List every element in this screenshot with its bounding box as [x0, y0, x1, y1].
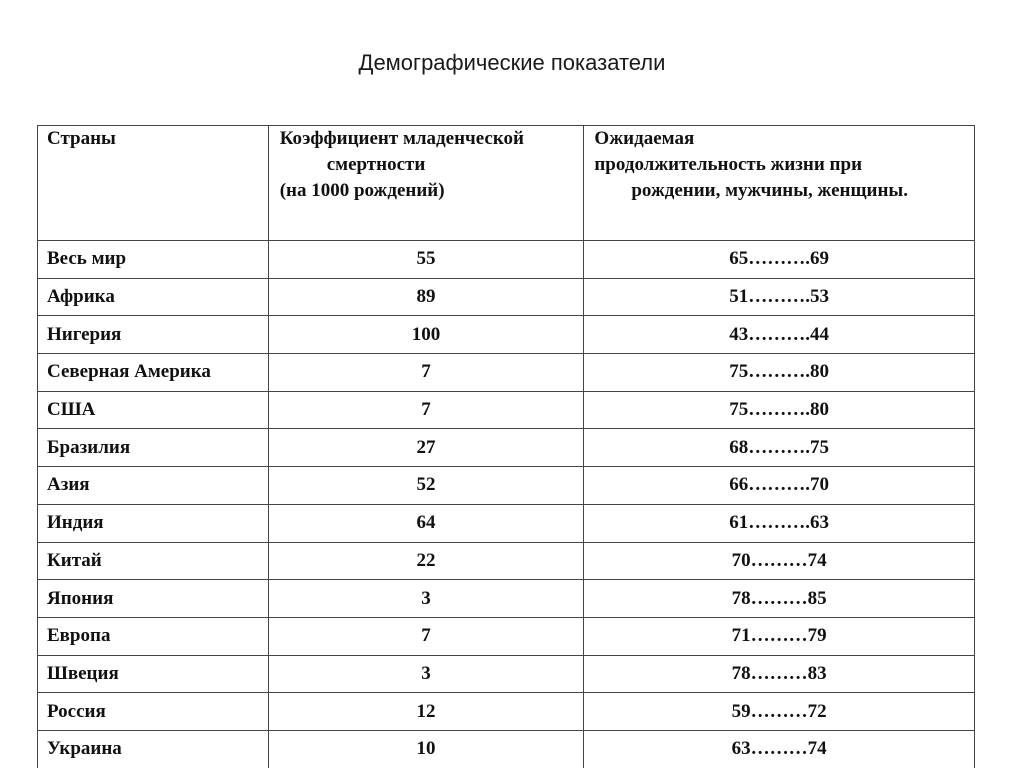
life-expectancy-cell: 78………83 [584, 655, 975, 693]
country-cell: Весь мир [38, 241, 269, 279]
table-row [38, 504, 975, 542]
country-cell: Северная Америка [38, 354, 269, 392]
table-row [38, 730, 975, 768]
country-cell: Япония [38, 580, 269, 618]
mortality-cell: 64 [268, 504, 584, 542]
mortality-cell: 3 [268, 655, 584, 693]
mortality-cell: 7 [268, 617, 584, 655]
table-header [38, 126, 975, 241]
table-body [38, 241, 975, 768]
mortality-cell: 89 [268, 278, 584, 316]
country-cell: Китай [38, 542, 269, 580]
table-row [38, 429, 975, 467]
mortality-cell: 12 [268, 693, 584, 731]
life-expectancy-cell: 51……….53 [584, 278, 975, 316]
table-row [38, 354, 975, 392]
life-expectancy-cell: 68……….75 [584, 429, 975, 467]
page-title: Демографические показатели [358, 50, 666, 75]
life-expectancy-cell: 59………72 [584, 693, 975, 731]
table-row [38, 241, 975, 279]
header-country [38, 126, 269, 241]
mortality-cell: 7 [268, 391, 584, 429]
table-row [38, 542, 975, 580]
table-row [38, 467, 975, 505]
table-row [38, 316, 975, 354]
life-expectancy-cell: 63………74 [584, 730, 975, 768]
header-life-line2: продолжительность жизни при [594, 154, 863, 175]
header-life-expectancy [584, 126, 975, 241]
life-expectancy-cell: 61……….63 [584, 504, 975, 542]
table-row [38, 580, 975, 618]
header-infant-mortality [268, 126, 584, 241]
header-row [38, 126, 975, 241]
header-country-label: Страны [47, 128, 116, 149]
table-row [38, 278, 975, 316]
country-cell: Россия [38, 693, 269, 731]
mortality-cell: 27 [268, 429, 584, 467]
country-cell: Бразилия [38, 429, 269, 467]
mortality-cell: 10 [268, 730, 584, 768]
header-mortality-line3: (на 1000 рождений) [279, 180, 445, 201]
life-expectancy-cell: 71………79 [584, 617, 975, 655]
demographic-table [37, 125, 975, 768]
country-cell: Африка [38, 278, 269, 316]
mortality-cell: 52 [268, 467, 584, 505]
country-cell: Индия [38, 504, 269, 542]
life-expectancy-cell: 65……….69 [584, 241, 975, 279]
life-expectancy-cell: 66……….70 [584, 467, 975, 505]
mortality-cell: 7 [268, 354, 584, 392]
country-cell: Европа [38, 617, 269, 655]
table-row [38, 693, 975, 731]
header-mortality-line2: смертности [326, 154, 426, 175]
country-cell: Нигерия [38, 316, 269, 354]
life-expectancy-cell: 75……….80 [584, 391, 975, 429]
life-expectancy-cell: 78………85 [584, 580, 975, 618]
country-cell: Швеция [38, 655, 269, 693]
life-expectancy-cell: 75……….80 [584, 354, 975, 392]
country-cell: Украина [38, 730, 269, 768]
table-row [38, 617, 975, 655]
mortality-cell: 22 [268, 542, 584, 580]
country-cell: США [38, 391, 269, 429]
header-mortality-line1: Коэффициент младенческой [279, 128, 524, 149]
header-life-line3: рождении, мужчины, женщины. [631, 180, 908, 201]
mortality-cell: 100 [268, 316, 584, 354]
table-row [38, 391, 975, 429]
life-expectancy-cell: 43……….44 [584, 316, 975, 354]
mortality-cell: 3 [268, 580, 584, 618]
life-expectancy-cell: 70………74 [584, 542, 975, 580]
mortality-cell: 55 [268, 241, 584, 279]
country-cell: Азия [38, 467, 269, 505]
header-life-line1: Ожидаемая [594, 128, 695, 149]
table-row [38, 655, 975, 693]
